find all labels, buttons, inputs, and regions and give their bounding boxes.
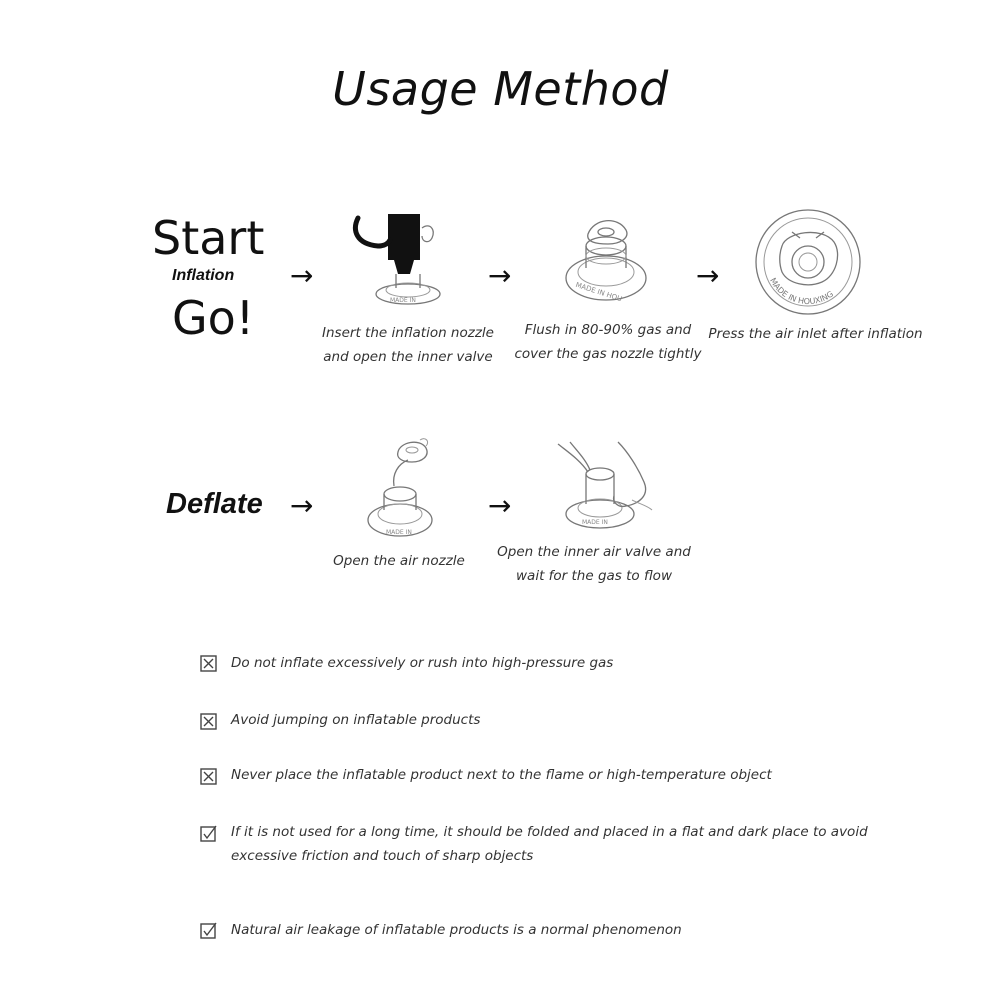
hand-valve-illustration: [556, 440, 656, 534]
svg-text:MADE IN: MADE IN: [582, 519, 608, 526]
caption-line: Open the air nozzle: [333, 553, 465, 569]
note-text: [231, 820, 868, 868]
valve-cap-illustration: [558, 208, 658, 312]
step-caption: [318, 321, 498, 369]
step-caption: [508, 318, 708, 366]
arrow-icon: →: [488, 489, 512, 522]
step-caption: [318, 549, 480, 573]
x-box-icon: [200, 768, 217, 785]
x-box-icon: [200, 713, 217, 730]
caption-line: Open the inner air valve and: [497, 544, 691, 560]
note-line: If it is not used for a long time, it should be folded and placed in a flat and dark place to avoid: [231, 824, 868, 840]
caption-line: wait for the gas to flow: [516, 568, 672, 584]
caption-line: Press the air inlet after inflation: [708, 326, 923, 342]
caption-line: and open the inner valve: [323, 349, 493, 365]
start-word: Start: [152, 211, 265, 265]
svg-text:MADE IN HOU: MADE IN HOU: [574, 280, 623, 304]
note-text: Never place the inflatable product next to the flame or high-temperature object: [231, 767, 772, 783]
open-nozzle-illustration: [360, 434, 446, 544]
caption-line: cover the gas nozzle tightly: [514, 346, 702, 362]
step-caption: [492, 540, 696, 588]
svg-text:MADE IN: MADE IN: [386, 529, 412, 536]
step-caption: [708, 322, 923, 346]
pump-nozzle-illustration: [350, 210, 450, 310]
note-text: Do not inflate excessively or rush into high-pressure gas: [231, 655, 614, 671]
arrow-icon: →: [290, 259, 314, 292]
svg-text:MADE IN: MADE IN: [390, 297, 416, 304]
go-word: Go!: [172, 291, 255, 345]
inflation-word: Inflation: [172, 267, 235, 284]
note-line: excessive friction and touch of sharp objects: [231, 848, 534, 864]
x-box-icon: [200, 655, 217, 672]
page-title: Usage Method: [332, 62, 669, 116]
caption-line: Insert the inflation nozzle: [322, 325, 494, 341]
valve-stamp-text: MADE IN HOUXING: [768, 276, 835, 307]
check-box-icon: [200, 922, 217, 939]
valve-top-view-illustration: [752, 206, 864, 318]
caption-line: Flush in 80-90% gas and: [524, 322, 692, 338]
note-text: Avoid jumping on inflatable products: [231, 712, 481, 728]
arrow-icon: →: [290, 489, 314, 522]
arrow-icon: →: [488, 259, 512, 292]
note-text: Natural air leakage of inflatable products is a normal phenomenon: [231, 922, 682, 938]
arrow-icon: →: [696, 259, 720, 292]
deflate-label: Deflate: [166, 488, 263, 520]
check-box-icon: [200, 825, 217, 842]
